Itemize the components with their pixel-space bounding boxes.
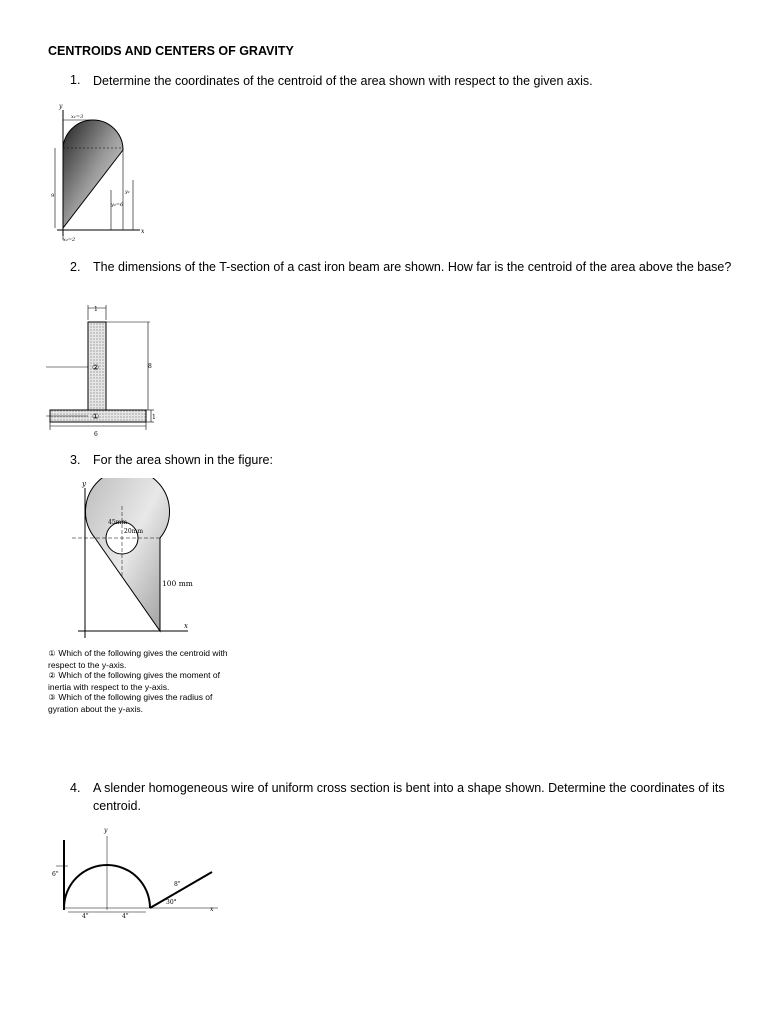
fig2-width-label: 1 xyxy=(94,306,98,313)
figure-3-question-3: ③ Which of the following gives the radius of gyration about the y-axis. xyxy=(48,692,213,714)
fig4-radius-right-label: 4" xyxy=(122,913,129,920)
fig2-base-width-label: 6 xyxy=(94,431,98,438)
fig1-x2-label: x₂=2 xyxy=(63,237,76,243)
fig3-height-label: 100 mm xyxy=(162,579,193,588)
question-1-number: 1. xyxy=(70,73,81,87)
fig1-y2-label: y₂=6 xyxy=(111,202,124,208)
question-3-number: 3. xyxy=(70,453,81,467)
question-4-number: 4. xyxy=(70,781,81,795)
figure-1 xyxy=(45,100,155,250)
figure-3-question-1: ① Which of the following gives the centroid with respect to the y-axis. xyxy=(48,648,228,670)
fig2-height-label: 8 xyxy=(148,363,152,370)
fig2-flange-thickness-label: 1 xyxy=(152,414,156,421)
fig3-x-label: x xyxy=(184,622,188,630)
fig4-x-label: x xyxy=(210,906,214,913)
question-4-text: A slender homogeneous wire of uniform cross section is bent into a shape shown. Determine the coordinates of its centroid. xyxy=(93,781,725,813)
fig1-x-label: x xyxy=(141,228,145,235)
fig4-angle-label: 30° xyxy=(166,899,177,906)
fig4-y-label: y xyxy=(104,827,108,834)
fig4-height-label: 6" xyxy=(52,871,59,878)
page-title: CENTROIDS AND CENTERS OF GRAVITY xyxy=(48,44,294,58)
fig3-inner-radius-label: 20mm xyxy=(124,528,144,535)
figure-4 xyxy=(48,822,228,922)
question-1-text: Determine the coordinates of the centroid of the area shown with respect to the given axis. xyxy=(93,74,593,88)
question-mark-2: ② xyxy=(48,671,56,680)
fig1-y-label: y xyxy=(59,103,63,110)
fig2-part-1-label: ① xyxy=(92,412,100,421)
figure-3 xyxy=(60,478,210,643)
fig3-y-label: y xyxy=(82,480,86,488)
fig4-radius-left-label: 4" xyxy=(82,913,89,920)
figure-3-question-2: ② Which of the following gives the moment of inertia with respect to the y-axis. xyxy=(48,670,220,692)
question-2-text: The dimensions of the T-section of a cast iron beam are shown. How far is the centroid of the area above the base? xyxy=(93,260,732,274)
fig1-y1-label: y₁ xyxy=(125,189,130,195)
question-mark-1: ① xyxy=(48,649,56,658)
question-3-text: For the area shown in the figure: xyxy=(93,453,273,467)
figure-3-questions xyxy=(48,648,238,714)
question-2-number: 2. xyxy=(70,260,81,274)
fig3-outer-radius-label: 45mm xyxy=(108,519,128,526)
figure-2 xyxy=(42,302,167,442)
fig2-part-2-label: ② xyxy=(92,363,100,372)
question-mark-3: ③ xyxy=(48,693,56,702)
fig1-x1-label: x₁=3 xyxy=(71,114,84,120)
fig1-nine-label: 9 xyxy=(51,193,55,199)
fig4-length-label: 8" xyxy=(174,881,181,888)
